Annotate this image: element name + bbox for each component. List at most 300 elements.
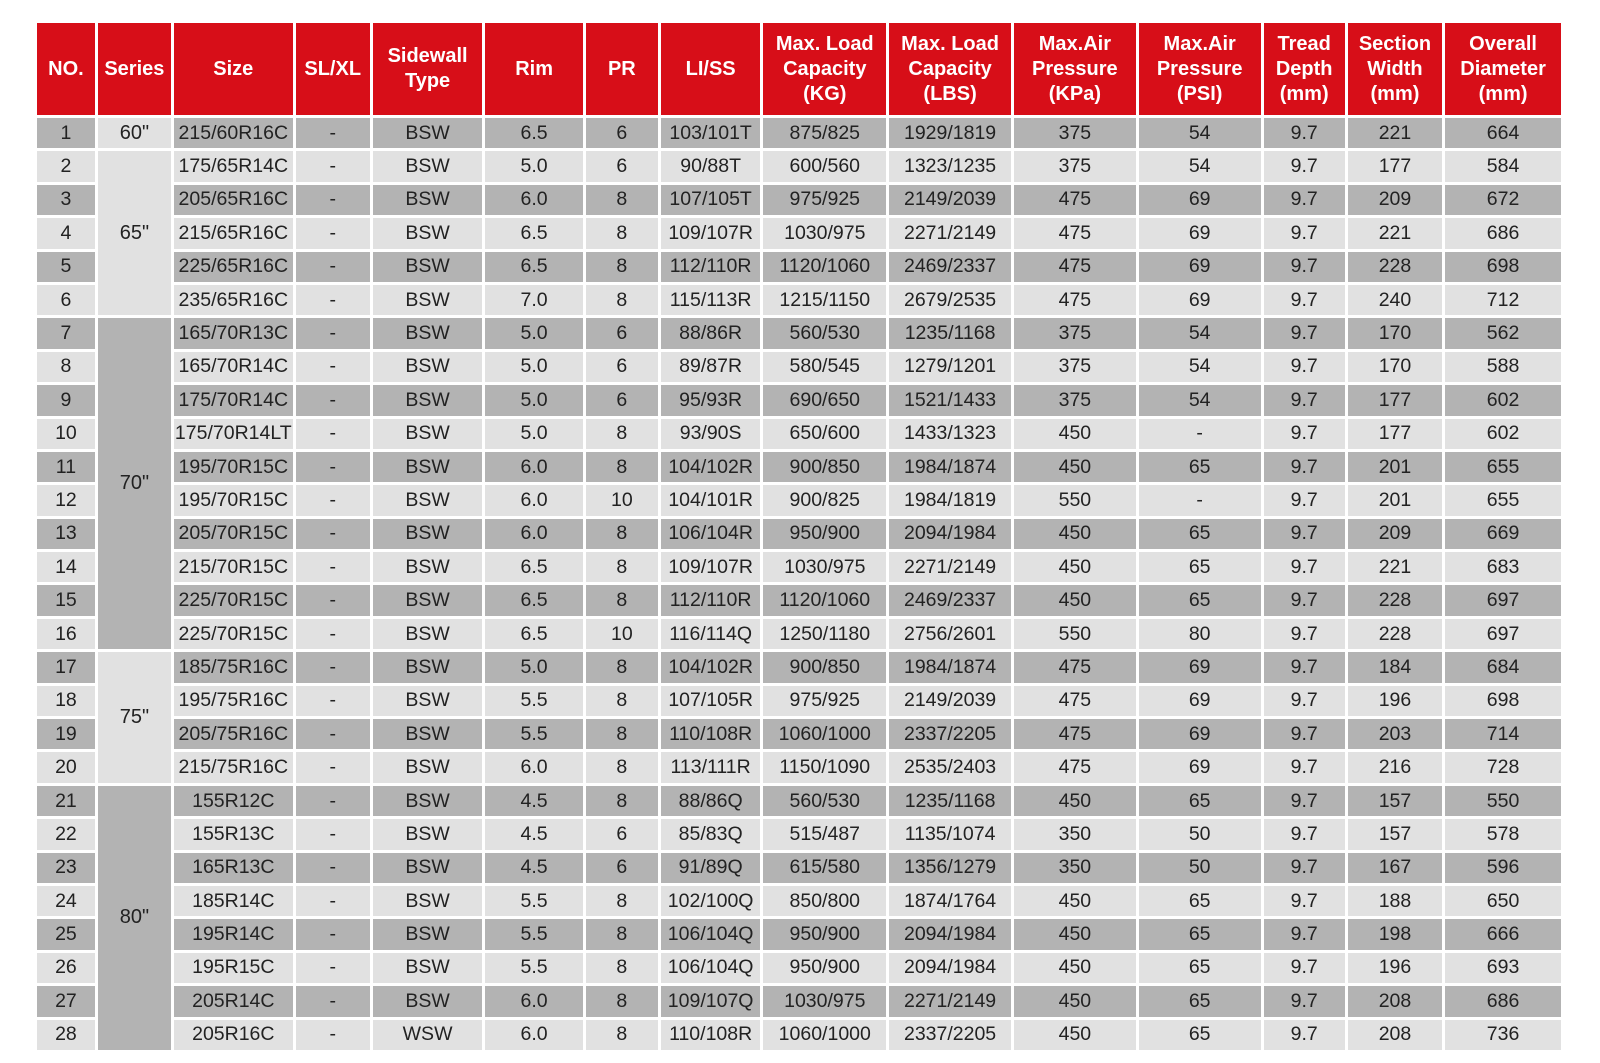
cell-max-load-kg: 1060/1000 xyxy=(763,1020,886,1050)
cell-max-air-pressure-kpa: 550 xyxy=(1014,619,1136,649)
cell-pr: 8 xyxy=(586,519,658,549)
column-header-line: Overall xyxy=(1469,32,1537,55)
cell-size: 175/65R14C xyxy=(174,151,293,181)
cell-pr: 8 xyxy=(586,552,658,582)
cell-tread-depth: 9.7 xyxy=(1264,118,1345,148)
cell-max-load-kg: 950/900 xyxy=(763,919,886,949)
cell-tread-depth: 9.7 xyxy=(1264,619,1345,649)
cell-pr: 6 xyxy=(586,151,658,181)
cell-section-width: 221 xyxy=(1348,218,1442,248)
cell-sl-xl: - xyxy=(296,285,370,315)
cell-li-ss: 89/87R xyxy=(661,352,760,382)
cell-max-air-pressure-psi: 50 xyxy=(1139,819,1261,849)
cell-max-load-lbs: 2271/2149 xyxy=(889,986,1011,1016)
cell-max-air-pressure-kpa: 450 xyxy=(1014,552,1136,582)
cell-section-width: 177 xyxy=(1348,419,1442,449)
cell-max-air-pressure-kpa: 375 xyxy=(1014,352,1136,382)
cell-size: 225/70R15C xyxy=(174,585,293,615)
cell-overall-diameter: 697 xyxy=(1445,619,1561,649)
cell-sl-xl: - xyxy=(296,385,370,415)
cell-sl-xl: - xyxy=(296,986,370,1016)
cell-sl-xl: - xyxy=(296,185,370,215)
cell-max-air-pressure-psi: 65 xyxy=(1139,786,1261,816)
cell-max-air-pressure-kpa: 450 xyxy=(1014,585,1136,615)
cell-tread-depth: 9.7 xyxy=(1264,352,1345,382)
column-header-line: Max.Air xyxy=(1163,32,1236,55)
column-header-line: Series xyxy=(104,57,165,80)
cell-tread-depth: 9.7 xyxy=(1264,452,1345,482)
column-header-line: Size xyxy=(213,57,254,80)
cell-rim: 6.5 xyxy=(485,118,582,148)
cell-max-air-pressure-kpa: 475 xyxy=(1014,252,1136,282)
cell-section-width: 240 xyxy=(1348,285,1442,315)
cell-size: 205R16C xyxy=(174,1020,293,1050)
column-header-line: LI/SS xyxy=(685,57,736,80)
table-row xyxy=(37,118,1561,148)
table-body xyxy=(37,118,1561,1050)
cell-max-load-kg: 615/580 xyxy=(763,853,886,883)
cell-overall-diameter: 655 xyxy=(1445,485,1561,515)
cell-overall-diameter: 669 xyxy=(1445,519,1561,549)
cell-tread-depth: 9.7 xyxy=(1264,585,1345,615)
column-header-max-load-lbs xyxy=(889,23,1011,115)
cell-overall-diameter: 686 xyxy=(1445,218,1561,248)
cell-no: 18 xyxy=(37,686,95,716)
cell-series: 60" xyxy=(98,118,171,148)
cell-no: 21 xyxy=(37,786,95,816)
column-header-line: (mm) xyxy=(1279,82,1329,105)
cell-max-load-lbs: 1235/1168 xyxy=(889,786,1011,816)
cell-no: 15 xyxy=(37,585,95,615)
cell-overall-diameter: 736 xyxy=(1445,1020,1561,1050)
cell-li-ss: 104/101R xyxy=(661,485,760,515)
cell-max-load-kg: 600/560 xyxy=(763,151,886,181)
table-row xyxy=(37,986,1561,1016)
column-header-line: (mm) xyxy=(1478,82,1528,105)
cell-sidewall-type: BSW xyxy=(373,452,483,482)
cell-size: 165/70R14C xyxy=(174,352,293,382)
cell-sl-xl: - xyxy=(296,819,370,849)
cell-max-load-lbs: 1929/1819 xyxy=(889,118,1011,148)
cell-max-load-lbs: 1356/1279 xyxy=(889,853,1011,883)
cell-pr: 8 xyxy=(586,419,658,449)
cell-rim: 5.0 xyxy=(485,385,582,415)
cell-pr: 10 xyxy=(586,619,658,649)
cell-max-air-pressure-psi: 50 xyxy=(1139,853,1261,883)
cell-max-load-lbs: 1433/1323 xyxy=(889,419,1011,449)
table-row xyxy=(37,185,1561,215)
cell-rim: 5.0 xyxy=(485,352,582,382)
cell-overall-diameter: 693 xyxy=(1445,953,1561,983)
cell-tread-depth: 9.7 xyxy=(1264,318,1345,348)
cell-max-load-kg: 1250/1180 xyxy=(763,619,886,649)
cell-sl-xl: - xyxy=(296,585,370,615)
cell-section-width: 198 xyxy=(1348,919,1442,949)
cell-max-load-lbs: 2149/2039 xyxy=(889,686,1011,716)
cell-rim: 5.0 xyxy=(485,419,582,449)
cell-rim: 6.0 xyxy=(485,519,582,549)
cell-no: 8 xyxy=(37,352,95,382)
column-header-max-air-pressure-psi xyxy=(1139,23,1261,115)
cell-max-load-kg: 650/600 xyxy=(763,419,886,449)
cell-tread-depth: 9.7 xyxy=(1264,752,1345,782)
cell-max-load-lbs: 2469/2337 xyxy=(889,252,1011,282)
cell-no: 5 xyxy=(37,252,95,282)
cell-pr: 8 xyxy=(586,185,658,215)
table-row xyxy=(37,385,1561,415)
cell-li-ss: 88/86Q xyxy=(661,786,760,816)
cell-overall-diameter: 672 xyxy=(1445,185,1561,215)
column-header-line: (KG) xyxy=(803,82,847,105)
cell-no: 28 xyxy=(37,1020,95,1050)
cell-li-ss: 85/83Q xyxy=(661,819,760,849)
cell-no: 11 xyxy=(37,452,95,482)
cell-sl-xl: - xyxy=(296,218,370,248)
cell-size: 205/70R15C xyxy=(174,519,293,549)
cell-sidewall-type: BSW xyxy=(373,151,483,181)
column-header-line: (PSI) xyxy=(1176,82,1223,105)
cell-tread-depth: 9.7 xyxy=(1264,185,1345,215)
cell-tread-depth: 9.7 xyxy=(1264,886,1345,916)
cell-max-air-pressure-psi: 69 xyxy=(1139,752,1261,782)
column-header-line: (mm) xyxy=(1370,82,1420,105)
cell-max-load-lbs: 2094/1984 xyxy=(889,519,1011,549)
cell-overall-diameter: 664 xyxy=(1445,118,1561,148)
cell-overall-diameter: 683 xyxy=(1445,552,1561,582)
cell-rim: 6.5 xyxy=(485,585,582,615)
cell-no: 9 xyxy=(37,385,95,415)
cell-no: 14 xyxy=(37,552,95,582)
cell-series: 80" xyxy=(98,786,171,1050)
cell-rim: 7.0 xyxy=(485,285,582,315)
cell-pr: 8 xyxy=(586,218,658,248)
cell-tread-depth: 9.7 xyxy=(1264,986,1345,1016)
column-header-line: Capacity xyxy=(908,57,992,80)
cell-no: 19 xyxy=(37,719,95,749)
cell-max-air-pressure-kpa: 350 xyxy=(1014,819,1136,849)
cell-section-width: 201 xyxy=(1348,485,1442,515)
cell-size: 215/70R15C xyxy=(174,552,293,582)
cell-max-air-pressure-kpa: 450 xyxy=(1014,452,1136,482)
cell-max-load-kg: 560/530 xyxy=(763,318,886,348)
cell-max-air-pressure-kpa: 475 xyxy=(1014,752,1136,782)
cell-no: 3 xyxy=(37,185,95,215)
cell-rim: 5.5 xyxy=(485,953,582,983)
table-row xyxy=(37,619,1561,649)
cell-section-width: 208 xyxy=(1348,986,1442,1016)
cell-section-width: 177 xyxy=(1348,151,1442,181)
column-header-line: Max. Load xyxy=(775,32,874,55)
cell-size: 175/70R14LT xyxy=(174,419,293,449)
cell-pr: 8 xyxy=(586,986,658,1016)
table-row xyxy=(37,552,1561,582)
cell-section-width: 201 xyxy=(1348,452,1442,482)
cell-rim: 5.5 xyxy=(485,686,582,716)
cell-max-air-pressure-psi: 54 xyxy=(1139,151,1261,181)
cell-li-ss: 103/101T xyxy=(661,118,760,148)
cell-no: 17 xyxy=(37,652,95,682)
column-header-line: Pressure xyxy=(1032,57,1118,80)
cell-max-air-pressure-kpa: 450 xyxy=(1014,919,1136,949)
cell-pr: 8 xyxy=(586,886,658,916)
cell-rim: 5.0 xyxy=(485,318,582,348)
cell-max-load-lbs: 2337/2205 xyxy=(889,719,1011,749)
cell-size: 155R13C xyxy=(174,819,293,849)
column-header-li-ss xyxy=(661,23,760,115)
cell-max-load-kg: 975/925 xyxy=(763,185,886,215)
cell-max-load-lbs: 1874/1764 xyxy=(889,886,1011,916)
column-header-pr xyxy=(586,23,658,115)
cell-max-load-kg: 1030/975 xyxy=(763,552,886,582)
cell-max-air-pressure-kpa: 450 xyxy=(1014,1020,1136,1050)
table-row xyxy=(37,318,1561,348)
cell-pr: 8 xyxy=(586,252,658,282)
cell-max-air-pressure-psi: - xyxy=(1139,485,1261,515)
cell-li-ss: 113/111R xyxy=(661,752,760,782)
header-row xyxy=(37,23,1561,115)
cell-tread-depth: 9.7 xyxy=(1264,419,1345,449)
cell-max-air-pressure-psi: 54 xyxy=(1139,385,1261,415)
cell-max-load-kg: 900/850 xyxy=(763,652,886,682)
cell-sidewall-type: BSW xyxy=(373,919,483,949)
cell-max-air-pressure-kpa: 475 xyxy=(1014,719,1136,749)
cell-max-load-lbs: 2094/1984 xyxy=(889,953,1011,983)
cell-max-load-lbs: 1323/1235 xyxy=(889,151,1011,181)
cell-no: 6 xyxy=(37,285,95,315)
cell-overall-diameter: 588 xyxy=(1445,352,1561,382)
table-row xyxy=(37,252,1561,282)
cell-max-load-lbs: 2756/2601 xyxy=(889,619,1011,649)
cell-tread-depth: 9.7 xyxy=(1264,552,1345,582)
cell-section-width: 209 xyxy=(1348,185,1442,215)
cell-sidewall-type: BSW xyxy=(373,752,483,782)
cell-sl-xl: - xyxy=(296,151,370,181)
cell-max-load-kg: 690/650 xyxy=(763,385,886,415)
cell-tread-depth: 9.7 xyxy=(1264,1020,1345,1050)
cell-section-width: 167 xyxy=(1348,853,1442,883)
cell-max-load-lbs: 1984/1874 xyxy=(889,652,1011,682)
cell-rim: 5.0 xyxy=(485,652,582,682)
cell-li-ss: 106/104R xyxy=(661,519,760,549)
cell-tread-depth: 9.7 xyxy=(1264,151,1345,181)
table-row xyxy=(37,719,1561,749)
cell-max-load-lbs: 1279/1201 xyxy=(889,352,1011,382)
table-row xyxy=(37,919,1561,949)
cell-li-ss: 110/108R xyxy=(661,1020,760,1050)
cell-max-air-pressure-psi: 65 xyxy=(1139,886,1261,916)
cell-size: 205/75R16C xyxy=(174,719,293,749)
cell-li-ss: 109/107R xyxy=(661,218,760,248)
cell-series: 75" xyxy=(98,652,171,783)
cell-li-ss: 106/104Q xyxy=(661,919,760,949)
cell-sl-xl: - xyxy=(296,686,370,716)
cell-pr: 8 xyxy=(586,786,658,816)
cell-max-load-lbs: 1521/1433 xyxy=(889,385,1011,415)
column-header-line: Width xyxy=(1367,57,1423,80)
cell-no: 22 xyxy=(37,819,95,849)
cell-sl-xl: - xyxy=(296,485,370,515)
cell-tread-depth: 9.7 xyxy=(1264,385,1345,415)
cell-section-width: 157 xyxy=(1348,819,1442,849)
cell-size: 235/65R16C xyxy=(174,285,293,315)
cell-sidewall-type: BSW xyxy=(373,185,483,215)
cell-max-air-pressure-psi: 69 xyxy=(1139,185,1261,215)
cell-section-width: 196 xyxy=(1348,953,1442,983)
cell-max-air-pressure-psi: 69 xyxy=(1139,252,1261,282)
cell-tread-depth: 9.7 xyxy=(1264,786,1345,816)
cell-section-width: 184 xyxy=(1348,652,1442,682)
table-row xyxy=(37,485,1561,515)
column-header-line: Depth xyxy=(1275,57,1333,80)
cell-max-air-pressure-psi: 69 xyxy=(1139,218,1261,248)
cell-rim: 4.5 xyxy=(485,786,582,816)
cell-max-air-pressure-psi: 65 xyxy=(1139,552,1261,582)
cell-size: 205/65R16C xyxy=(174,185,293,215)
cell-size: 195/70R15C xyxy=(174,452,293,482)
column-header-line: Max. Load xyxy=(901,32,999,55)
cell-size: 205R14C xyxy=(174,986,293,1016)
cell-max-air-pressure-kpa: 350 xyxy=(1014,853,1136,883)
cell-max-air-pressure-psi: 69 xyxy=(1139,719,1261,749)
cell-sidewall-type: BSW xyxy=(373,853,483,883)
cell-section-width: 216 xyxy=(1348,752,1442,782)
cell-max-load-lbs: 2679/2535 xyxy=(889,285,1011,315)
cell-sidewall-type: BSW xyxy=(373,352,483,382)
cell-max-air-pressure-psi: 69 xyxy=(1139,686,1261,716)
cell-max-air-pressure-psi: 54 xyxy=(1139,318,1261,348)
cell-size: 165/70R13C xyxy=(174,318,293,348)
cell-sidewall-type: WSW xyxy=(373,1020,483,1050)
column-header-size xyxy=(174,23,293,115)
cell-sl-xl: - xyxy=(296,118,370,148)
cell-section-width: 209 xyxy=(1348,519,1442,549)
cell-pr: 8 xyxy=(586,652,658,682)
table-row xyxy=(37,652,1561,682)
cell-max-air-pressure-kpa: 375 xyxy=(1014,118,1136,148)
cell-max-load-lbs: 2149/2039 xyxy=(889,185,1011,215)
table-row xyxy=(37,686,1561,716)
cell-tread-depth: 9.7 xyxy=(1264,218,1345,248)
cell-no: 25 xyxy=(37,919,95,949)
cell-rim: 6.0 xyxy=(485,986,582,1016)
column-header-overall-diameter xyxy=(1445,23,1561,115)
cell-max-air-pressure-kpa: 450 xyxy=(1014,419,1136,449)
cell-overall-diameter: 584 xyxy=(1445,151,1561,181)
cell-max-air-pressure-kpa: 375 xyxy=(1014,151,1136,181)
cell-sl-xl: - xyxy=(296,919,370,949)
column-header-line: Tread xyxy=(1277,32,1331,55)
cell-no: 7 xyxy=(37,318,95,348)
cell-tread-depth: 9.7 xyxy=(1264,686,1345,716)
cell-sidewall-type: BSW xyxy=(373,719,483,749)
cell-max-load-kg: 900/850 xyxy=(763,452,886,482)
cell-max-air-pressure-psi: 65 xyxy=(1139,986,1261,1016)
cell-sl-xl: - xyxy=(296,853,370,883)
cell-sl-xl: - xyxy=(296,719,370,749)
cell-max-load-lbs: 1135/1074 xyxy=(889,819,1011,849)
cell-overall-diameter: 728 xyxy=(1445,752,1561,782)
cell-max-air-pressure-kpa: 450 xyxy=(1014,953,1136,983)
column-header-line: Pressure xyxy=(1156,57,1243,80)
cell-pr: 8 xyxy=(586,686,658,716)
cell-max-load-lbs: 2337/2205 xyxy=(889,1020,1011,1050)
column-header-max-air-pressure-kpa xyxy=(1014,23,1136,115)
cell-section-width: 228 xyxy=(1348,252,1442,282)
cell-pr: 8 xyxy=(586,585,658,615)
cell-li-ss: 109/107R xyxy=(661,552,760,582)
cell-overall-diameter: 602 xyxy=(1445,385,1561,415)
column-header-line: Section xyxy=(1358,32,1432,55)
table-row xyxy=(37,151,1561,181)
cell-overall-diameter: 666 xyxy=(1445,919,1561,949)
cell-li-ss: 112/110R xyxy=(661,252,760,282)
table-row xyxy=(37,218,1561,248)
cell-max-load-kg: 515/487 xyxy=(763,819,886,849)
cell-max-load-kg: 1030/975 xyxy=(763,986,886,1016)
cell-max-air-pressure-psi: 80 xyxy=(1139,619,1261,649)
cell-sidewall-type: BSW xyxy=(373,485,483,515)
cell-max-load-lbs: 1984/1819 xyxy=(889,485,1011,515)
cell-sl-xl: - xyxy=(296,452,370,482)
cell-li-ss: 110/108R xyxy=(661,719,760,749)
cell-overall-diameter: 714 xyxy=(1445,719,1561,749)
cell-sidewall-type: BSW xyxy=(373,786,483,816)
cell-sidewall-type: BSW xyxy=(373,318,483,348)
table-row xyxy=(37,853,1561,883)
cell-max-air-pressure-psi: 54 xyxy=(1139,352,1261,382)
cell-tread-depth: 9.7 xyxy=(1264,719,1345,749)
cell-pr: 8 xyxy=(586,919,658,949)
column-header-section-width xyxy=(1348,23,1442,115)
cell-max-air-pressure-kpa: 375 xyxy=(1014,318,1136,348)
column-header-max-load-kg xyxy=(763,23,886,115)
cell-max-air-pressure-psi: 65 xyxy=(1139,1020,1261,1050)
cell-sl-xl: - xyxy=(296,519,370,549)
table-row xyxy=(37,1020,1561,1050)
column-header-line: Rim xyxy=(515,57,553,80)
cell-max-load-kg: 1120/1060 xyxy=(763,252,886,282)
cell-tread-depth: 9.7 xyxy=(1264,953,1345,983)
cell-overall-diameter: 686 xyxy=(1445,986,1561,1016)
cell-max-air-pressure-kpa: 375 xyxy=(1014,385,1136,415)
column-header-sl-xl xyxy=(296,23,370,115)
column-header-line: Diameter xyxy=(1460,57,1546,80)
cell-max-air-pressure-kpa: 475 xyxy=(1014,285,1136,315)
cell-rim: 6.0 xyxy=(485,452,582,482)
cell-sl-xl: - xyxy=(296,1020,370,1050)
cell-max-load-kg: 950/900 xyxy=(763,953,886,983)
cell-sidewall-type: BSW xyxy=(373,652,483,682)
cell-li-ss: 90/88T xyxy=(661,151,760,181)
cell-li-ss: 88/86R xyxy=(661,318,760,348)
table-row xyxy=(37,819,1561,849)
cell-sl-xl: - xyxy=(296,886,370,916)
cell-no: 23 xyxy=(37,853,95,883)
cell-no: 20 xyxy=(37,752,95,782)
cell-max-load-kg: 900/825 xyxy=(763,485,886,515)
cell-li-ss: 102/100Q xyxy=(661,886,760,916)
cell-li-ss: 106/104Q xyxy=(661,953,760,983)
cell-pr: 8 xyxy=(586,452,658,482)
table-row xyxy=(37,519,1561,549)
cell-size: 215/65R16C xyxy=(174,218,293,248)
cell-max-load-kg: 1060/1000 xyxy=(763,719,886,749)
column-header-line: Capacity xyxy=(783,57,867,80)
cell-sl-xl: - xyxy=(296,619,370,649)
column-header-line: Max.Air xyxy=(1038,32,1111,55)
cell-section-width: 221 xyxy=(1348,552,1442,582)
cell-li-ss: 93/90S xyxy=(661,419,760,449)
